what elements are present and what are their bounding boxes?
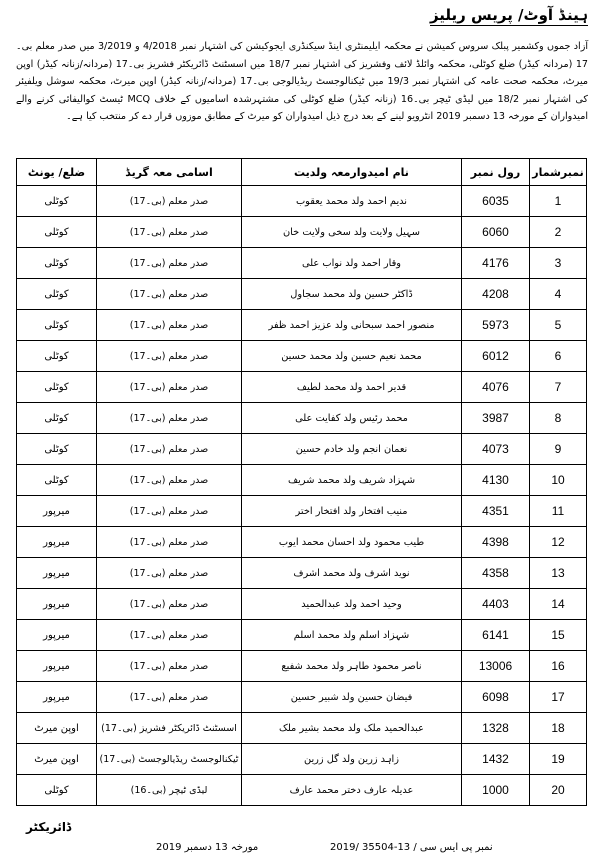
cell-roll-number: 6060 [462,217,530,248]
cell-district-unit: کوٹلی [17,434,97,465]
cell-roll-number: 1432 [462,744,530,775]
cell-district-unit: میرپور [17,496,97,527]
table-row [17,279,587,310]
cell-post-grade: لیڈی ٹیچر (بی۔16) [97,775,242,806]
cell-candidate-name: ندیم احمد ولد محمد یعقوب [242,186,462,217]
table-row [17,744,587,775]
cell-district-unit: کوٹلی [17,217,97,248]
cell-post-grade: صدر معلم (بی۔17) [97,589,242,620]
table-row [17,775,587,806]
cell-post-grade: صدر معلم (بی۔17) [97,217,242,248]
issue-date: مورخہ 13 دسمبر 2019 [156,842,259,853]
cell-roll-number: 4398 [462,527,530,558]
cell-serial-number: 5 [530,310,587,341]
cell-district-unit: کوٹلی [17,775,97,806]
cell-serial-number: 15 [530,620,587,651]
cell-post-grade: صدر معلم (بی۔17) [97,558,242,589]
page-title: ہینڈ آوٹ/ پریس ریلیز [429,6,588,24]
cell-roll-number: 4208 [462,279,530,310]
cell-post-grade: صدر معلم (بی۔17) [97,341,242,372]
cell-post-grade: صدر معلم (بی۔17) [97,372,242,403]
cell-post-grade: اسسٹنٹ ڈائریکٹر فشریز (بی۔17) [97,713,242,744]
cell-candidate-name: منصور احمد سبحانی ولد عزیز احمد ظفر [242,310,462,341]
cell-post-grade: صدر معلم (بی۔17) [97,403,242,434]
cell-serial-number: 8 [530,403,587,434]
cell-serial-number: 7 [530,372,587,403]
cell-post-grade: صدر معلم (بی۔17) [97,186,242,217]
cell-post-grade: صدر معلم (بی۔17) [97,496,242,527]
table-body [17,186,587,806]
table-row [17,310,587,341]
cell-district-unit: میرپور [17,620,97,651]
table-row [17,620,587,651]
table-row [17,341,587,372]
cell-roll-number: 5973 [462,310,530,341]
cell-candidate-name: طیب محمود ولد احسان محمد ایوب [242,527,462,558]
cell-post-grade: صدر معلم (بی۔17) [97,620,242,651]
cell-candidate-name: عدیلہ عارف دختر محمد عارف [242,775,462,806]
cell-serial-number: 6 [530,341,587,372]
cell-district-unit: کوٹلی [17,279,97,310]
table-row [17,434,587,465]
cell-serial-number: 19 [530,744,587,775]
selection-table [16,158,587,806]
cell-roll-number: 6012 [462,341,530,372]
table-row [17,217,587,248]
table-row [17,713,587,744]
cell-serial-number: 4 [530,279,587,310]
header-candidate-name: نام امیدوارمعہ ولدیت [242,159,462,186]
cell-candidate-name: وحید احمد ولد عبدالحمید [242,589,462,620]
cell-post-grade: صدر معلم (بی۔17) [97,465,242,496]
cell-post-grade: صدر معلم (بی۔17) [97,651,242,682]
table-row [17,496,587,527]
table-header-row [17,159,587,186]
cell-candidate-name: قدیر احمد ولد محمد لطیف [242,372,462,403]
header-roll-number: رول نمبر [462,159,530,186]
cell-district-unit: کوٹلی [17,310,97,341]
header-district-unit: ضلع/ یونٹ [17,159,97,186]
table-row [17,682,587,713]
cell-candidate-name: ناصر محمود طاہر ولد محمد شفیع [242,651,462,682]
cell-candidate-name: فیضان حسین ولد شبیر حسین [242,682,462,713]
cell-serial-number: 20 [530,775,587,806]
cell-serial-number: 16 [530,651,587,682]
cell-district-unit: اوپن میرٹ [17,744,97,775]
cell-district-unit: کوٹلی [17,341,97,372]
cell-candidate-name: ڈاکٹر حسین ولد محمد سجاول [242,279,462,310]
table-row [17,527,587,558]
cell-post-grade: صدر معلم (بی۔17) [97,682,242,713]
cell-post-grade: صدر معلم (بی۔17) [97,527,242,558]
cell-post-grade: صدر معلم (بی۔17) [97,310,242,341]
cell-roll-number: 1328 [462,713,530,744]
cell-candidate-name: زاہد زرین ولد گل زرین [242,744,462,775]
cell-roll-number: 13006 [462,651,530,682]
cell-roll-number: 6098 [462,682,530,713]
cell-roll-number: 4130 [462,465,530,496]
cell-roll-number: 4076 [462,372,530,403]
cell-serial-number: 11 [530,496,587,527]
cell-serial-number: 10 [530,465,587,496]
table-row [17,372,587,403]
cell-candidate-name: سہیل ولایت ولد سخی ولایت خان [242,217,462,248]
cell-district-unit: کوٹلی [17,403,97,434]
cell-candidate-name: محمد رئیس ولد کفایت علی [242,403,462,434]
cell-serial-number: 13 [530,558,587,589]
header-post-grade: اسامی معہ گریڈ [97,159,242,186]
cell-district-unit: میرپور [17,558,97,589]
cell-roll-number: 1000 [462,775,530,806]
cell-candidate-name: نعمان انجم ولد خادم حسین [242,434,462,465]
cell-roll-number: 3987 [462,403,530,434]
table-row [17,465,587,496]
cell-roll-number: 4351 [462,496,530,527]
intro-paragraph: آزاد جموں وکشمیر پبلک سروس کمیشن نے محکمہ ایلیمنٹری اینڈ سیکنڈری ایجوکیشن کی اشتہار نمبر 4/2018 و 3/2019 میں صدر معلم بی۔17 (مردانہ کیڈر) ضلع کوٹلی، محکمہ وائلڈ لائف وفشریز کی اشتہار نمبر 18/7 میں اسسٹنٹ ڈائریکٹر فشریز بی۔17 (مردانہ/زنانہ کیڈر) اوپن میرٹ، محکمہ صحت عامہ کی اشتہار نمبر 19/3 میں ٹیکنالوجسٹ ریڈیالوجی بی۔17 (مردانہ/زنانہ کیڈر) اوپن میرٹ، محکمہ سوشل ویلفیئر کی اشتہار نمبر 18/2 میں لیڈی ٹیچر بی۔16 (زنانہ کیڈر) ضلع کوٹلی کی مشتہرشدہ اسامیوں کے خلاف MCQ ٹیسٹ کوالیفائی کرنے والے امیدواران کے مورخہ 13 دسمبر 2019 انٹرویو لینے کے بعد درج ذیل امیدواران کو میرٹ کے مطابق موزوں قرار دے کر منتخب کیا ہے۔ [16,41,589,123]
header-serial-number: نمبرشمار [530,159,587,186]
cell-serial-number: 17 [530,682,587,713]
director-signature: ڈائریکٹر [26,820,72,834]
reference-number: نمبر پی ایس سی / 13-35504 /2019 [330,842,493,853]
cell-district-unit: کوٹلی [17,248,97,279]
cell-district-unit: کوٹلی [17,465,97,496]
cell-district-unit: اوپن میرٹ [17,713,97,744]
cell-serial-number: 9 [530,434,587,465]
cell-candidate-name: شہزاد شریف ولد محمد شریف [242,465,462,496]
cell-district-unit: میرپور [17,527,97,558]
table-row [17,403,587,434]
cell-roll-number: 4176 [462,248,530,279]
table-row [17,186,587,217]
cell-candidate-name: شہزاد اسلم ولد محمد اسلم [242,620,462,651]
cell-post-grade: ٹیکنالوجسٹ ریڈیالوجسٹ (بی۔17) [97,744,242,775]
cell-candidate-name: محمد نعیم حسین ولد محمد حسین [242,341,462,372]
cell-serial-number: 14 [530,589,587,620]
cell-district-unit: میرپور [17,589,97,620]
cell-candidate-name: وقار احمد ولد نواب علی [242,248,462,279]
cell-district-unit: کوٹلی [17,186,97,217]
cell-candidate-name: منیب افتخار ولد افتخار اختر [242,496,462,527]
table-row [17,589,587,620]
cell-district-unit: میرپور [17,682,97,713]
cell-district-unit: کوٹلی [17,372,97,403]
cell-candidate-name: نوید اشرف ولد محمد اشرف [242,558,462,589]
cell-serial-number: 18 [530,713,587,744]
cell-serial-number: 3 [530,248,587,279]
cell-roll-number: 6035 [462,186,530,217]
cell-roll-number: 4358 [462,558,530,589]
cell-serial-number: 1 [530,186,587,217]
table-row [17,248,587,279]
cell-roll-number: 4403 [462,589,530,620]
cell-post-grade: صدر معلم (بی۔17) [97,248,242,279]
cell-roll-number: 6141 [462,620,530,651]
cell-post-grade: صدر معلم (بی۔17) [97,279,242,310]
cell-serial-number: 2 [530,217,587,248]
cell-roll-number: 4073 [462,434,530,465]
cell-candidate-name: عبدالحمید ملک ولد محمد بشیر ملک [242,713,462,744]
table-row [17,558,587,589]
cell-post-grade: صدر معلم (بی۔17) [97,434,242,465]
table-row [17,651,587,682]
cell-district-unit: میرپور [17,651,97,682]
cell-serial-number: 12 [530,527,587,558]
